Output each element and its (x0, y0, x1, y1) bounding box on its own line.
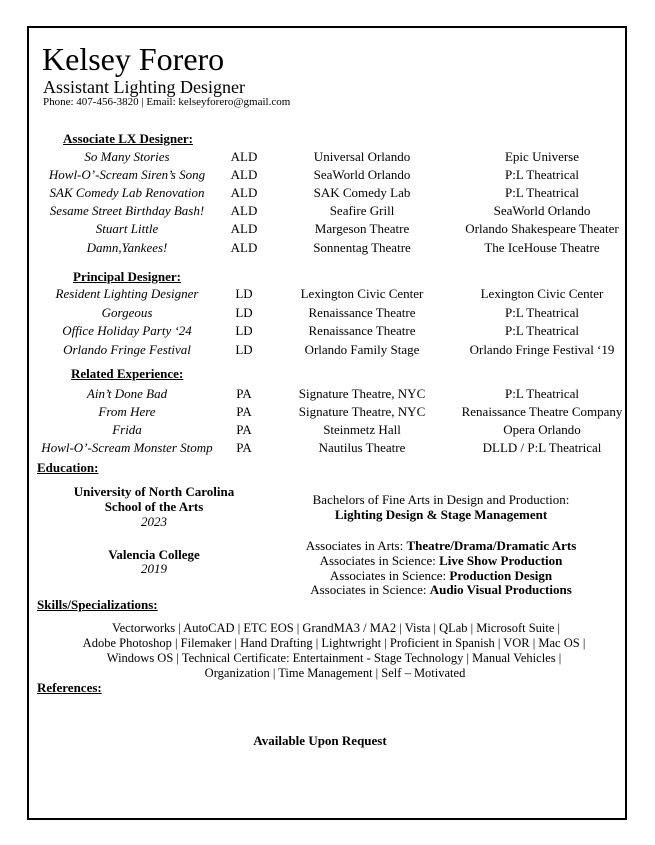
venue-cell: Renaissance Theatre (308, 305, 416, 320)
position-cell: LD (235, 286, 253, 301)
company-cell: SeaWorld Orlando (493, 203, 591, 218)
venue-cell: Margeson Theatre (314, 221, 410, 236)
production-cell: From Here (98, 404, 156, 419)
company-cell: P:L Theatrical (504, 386, 580, 401)
position-cell: ALD (230, 149, 258, 164)
table-row (0, 240, 655, 258)
venue-cell: Renaissance Theatre (308, 323, 416, 338)
venue-cell: Seafire Grill (329, 203, 395, 218)
position-cell: PA (236, 404, 252, 419)
table-row (0, 149, 655, 167)
education-heading: Education: (37, 460, 99, 475)
position-cell: PA (236, 386, 252, 401)
table-row (0, 167, 655, 185)
table-row (0, 221, 655, 239)
company-cell: Renaissance Theatre Company (461, 404, 623, 419)
skills-line: Windows OS | Technical Certificate: Entertainment - Stage Technology | Manual Vehicles | (106, 651, 562, 665)
company-cell: P:L Theatrical (504, 305, 580, 320)
company-cell: DLLD / P:L Theatrical (482, 439, 602, 455)
venue-cell: Orlando Family Stage (304, 342, 420, 357)
valencia-degree: Associates in Science: Production Design (329, 568, 553, 583)
table-row (0, 422, 655, 440)
production-cell: Office Holiday Party ‘24 (62, 323, 192, 338)
venue-cell: Nautilus Theatre (318, 439, 406, 455)
valencia-degree: Associates in Science: Live Show Production (319, 553, 563, 568)
table-row (0, 440, 655, 458)
production-cell: SAK Comedy Lab Renovation (49, 185, 205, 200)
venue-cell: Steinmetz Hall (323, 421, 401, 437)
valencia-year: 2019 (141, 561, 167, 576)
production-cell: Damn,Yankees! (86, 239, 168, 255)
position-cell: PA (236, 439, 252, 455)
table-row (0, 203, 655, 221)
company-cell: Orlando Fringe Festival ‘19 (469, 342, 615, 357)
references-heading: References: (37, 680, 102, 695)
venue-cell: Signature Theatre, NYC (298, 404, 426, 419)
table-row (0, 305, 655, 323)
principal-heading: Principal Designer: (73, 269, 181, 284)
skills-heading: Skills/Specializations: (37, 597, 158, 612)
production-cell: Ain’t Done Bad (86, 386, 168, 401)
company-cell: P:L Theatrical (504, 185, 580, 200)
company-cell: Lexington Civic Center (480, 286, 604, 301)
production-cell: Orlando Fringe Festival (63, 342, 191, 357)
table-row (0, 342, 655, 360)
production-cell: Howl-O’-Scream Monster Stomp (41, 439, 213, 455)
venue-cell: Lexington Civic Center (300, 286, 424, 301)
unc-degree-line2: Lighting Design & Stage Management (334, 507, 548, 522)
valencia-degree: Associates in Arts: Theatre/Drama/Dramatic Arts (305, 538, 577, 553)
company-cell: P:L Theatrical (504, 323, 580, 338)
skills-line: Adobe Photoshop | Filemaker | Hand Drafting | Lightwright | Proficient in Spanish | VOR | Mac OS | (82, 636, 586, 650)
position-cell: ALD (230, 221, 258, 236)
position-cell: ALD (230, 167, 258, 182)
skills-line: Organization | Time Management | Self – Motivated (204, 666, 466, 680)
venue-cell: SeaWorld Orlando (313, 167, 411, 182)
position-cell: LD (235, 342, 253, 357)
skills-line: Vectorworks | AutoCAD | ETC EOS | GrandMA3 / MA2 | Vista | QLab | Microsoft Suite | (111, 621, 561, 635)
unc-degree-line1: Bachelors of Fine Arts in Design and Production: (312, 492, 570, 507)
table-row (0, 185, 655, 203)
references-text: Available Upon Request (253, 733, 387, 748)
unc-name-line1: University of North Carolina (73, 484, 235, 499)
position-cell: ALD (230, 185, 258, 200)
valencia-name: Valencia College (108, 547, 200, 562)
venue-cell: SAK Comedy Lab (313, 185, 411, 200)
unc-name-line2: School of the Arts (104, 499, 204, 514)
venue-cell: Signature Theatre, NYC (298, 386, 426, 401)
position-cell: ALD (230, 203, 258, 218)
production-cell: Howl-O’-Scream Siren’s Song (48, 167, 206, 182)
table-row (0, 386, 655, 404)
contact-info: Phone: 407-456-3820 | Email: kelseyforero@gmail.com (43, 96, 291, 108)
production-cell: So Many Stories (84, 149, 170, 164)
company-cell: The IceHouse Theatre (484, 239, 600, 255)
table-row (0, 286, 655, 304)
company-cell: Orlando Shakespeare Theater (465, 221, 619, 236)
position-cell: ALD (230, 239, 258, 255)
production-cell: Sesame Street Birthday Bash! (49, 203, 205, 218)
production-cell: Gorgeous (101, 305, 153, 320)
position-cell: LD (235, 323, 253, 338)
position-cell: PA (236, 421, 252, 437)
job-title: Assistant Lighting Designer (43, 77, 245, 97)
valencia-degree: Associates in Science: Audio Visual Productions (310, 582, 572, 597)
unc-year: 2023 (141, 514, 167, 529)
company-cell: P:L Theatrical (504, 167, 580, 182)
table-row (0, 323, 655, 341)
venue-cell: Sonnentag Theatre (313, 239, 411, 255)
associate-heading: Associate LX Designer: (63, 131, 193, 146)
table-row (0, 404, 655, 422)
position-cell: LD (235, 305, 253, 320)
company-cell: Epic Universe (504, 149, 580, 164)
production-cell: Frida (112, 421, 142, 437)
candidate-name: Kelsey Forero (42, 41, 225, 77)
venue-cell: Universal Orlando (313, 149, 411, 164)
related-heading: Related Experience: (71, 366, 184, 381)
production-cell: Resident Lighting Designer (55, 286, 199, 301)
production-cell: Stuart Little (95, 221, 159, 236)
company-cell: Opera Orlando (503, 421, 581, 437)
